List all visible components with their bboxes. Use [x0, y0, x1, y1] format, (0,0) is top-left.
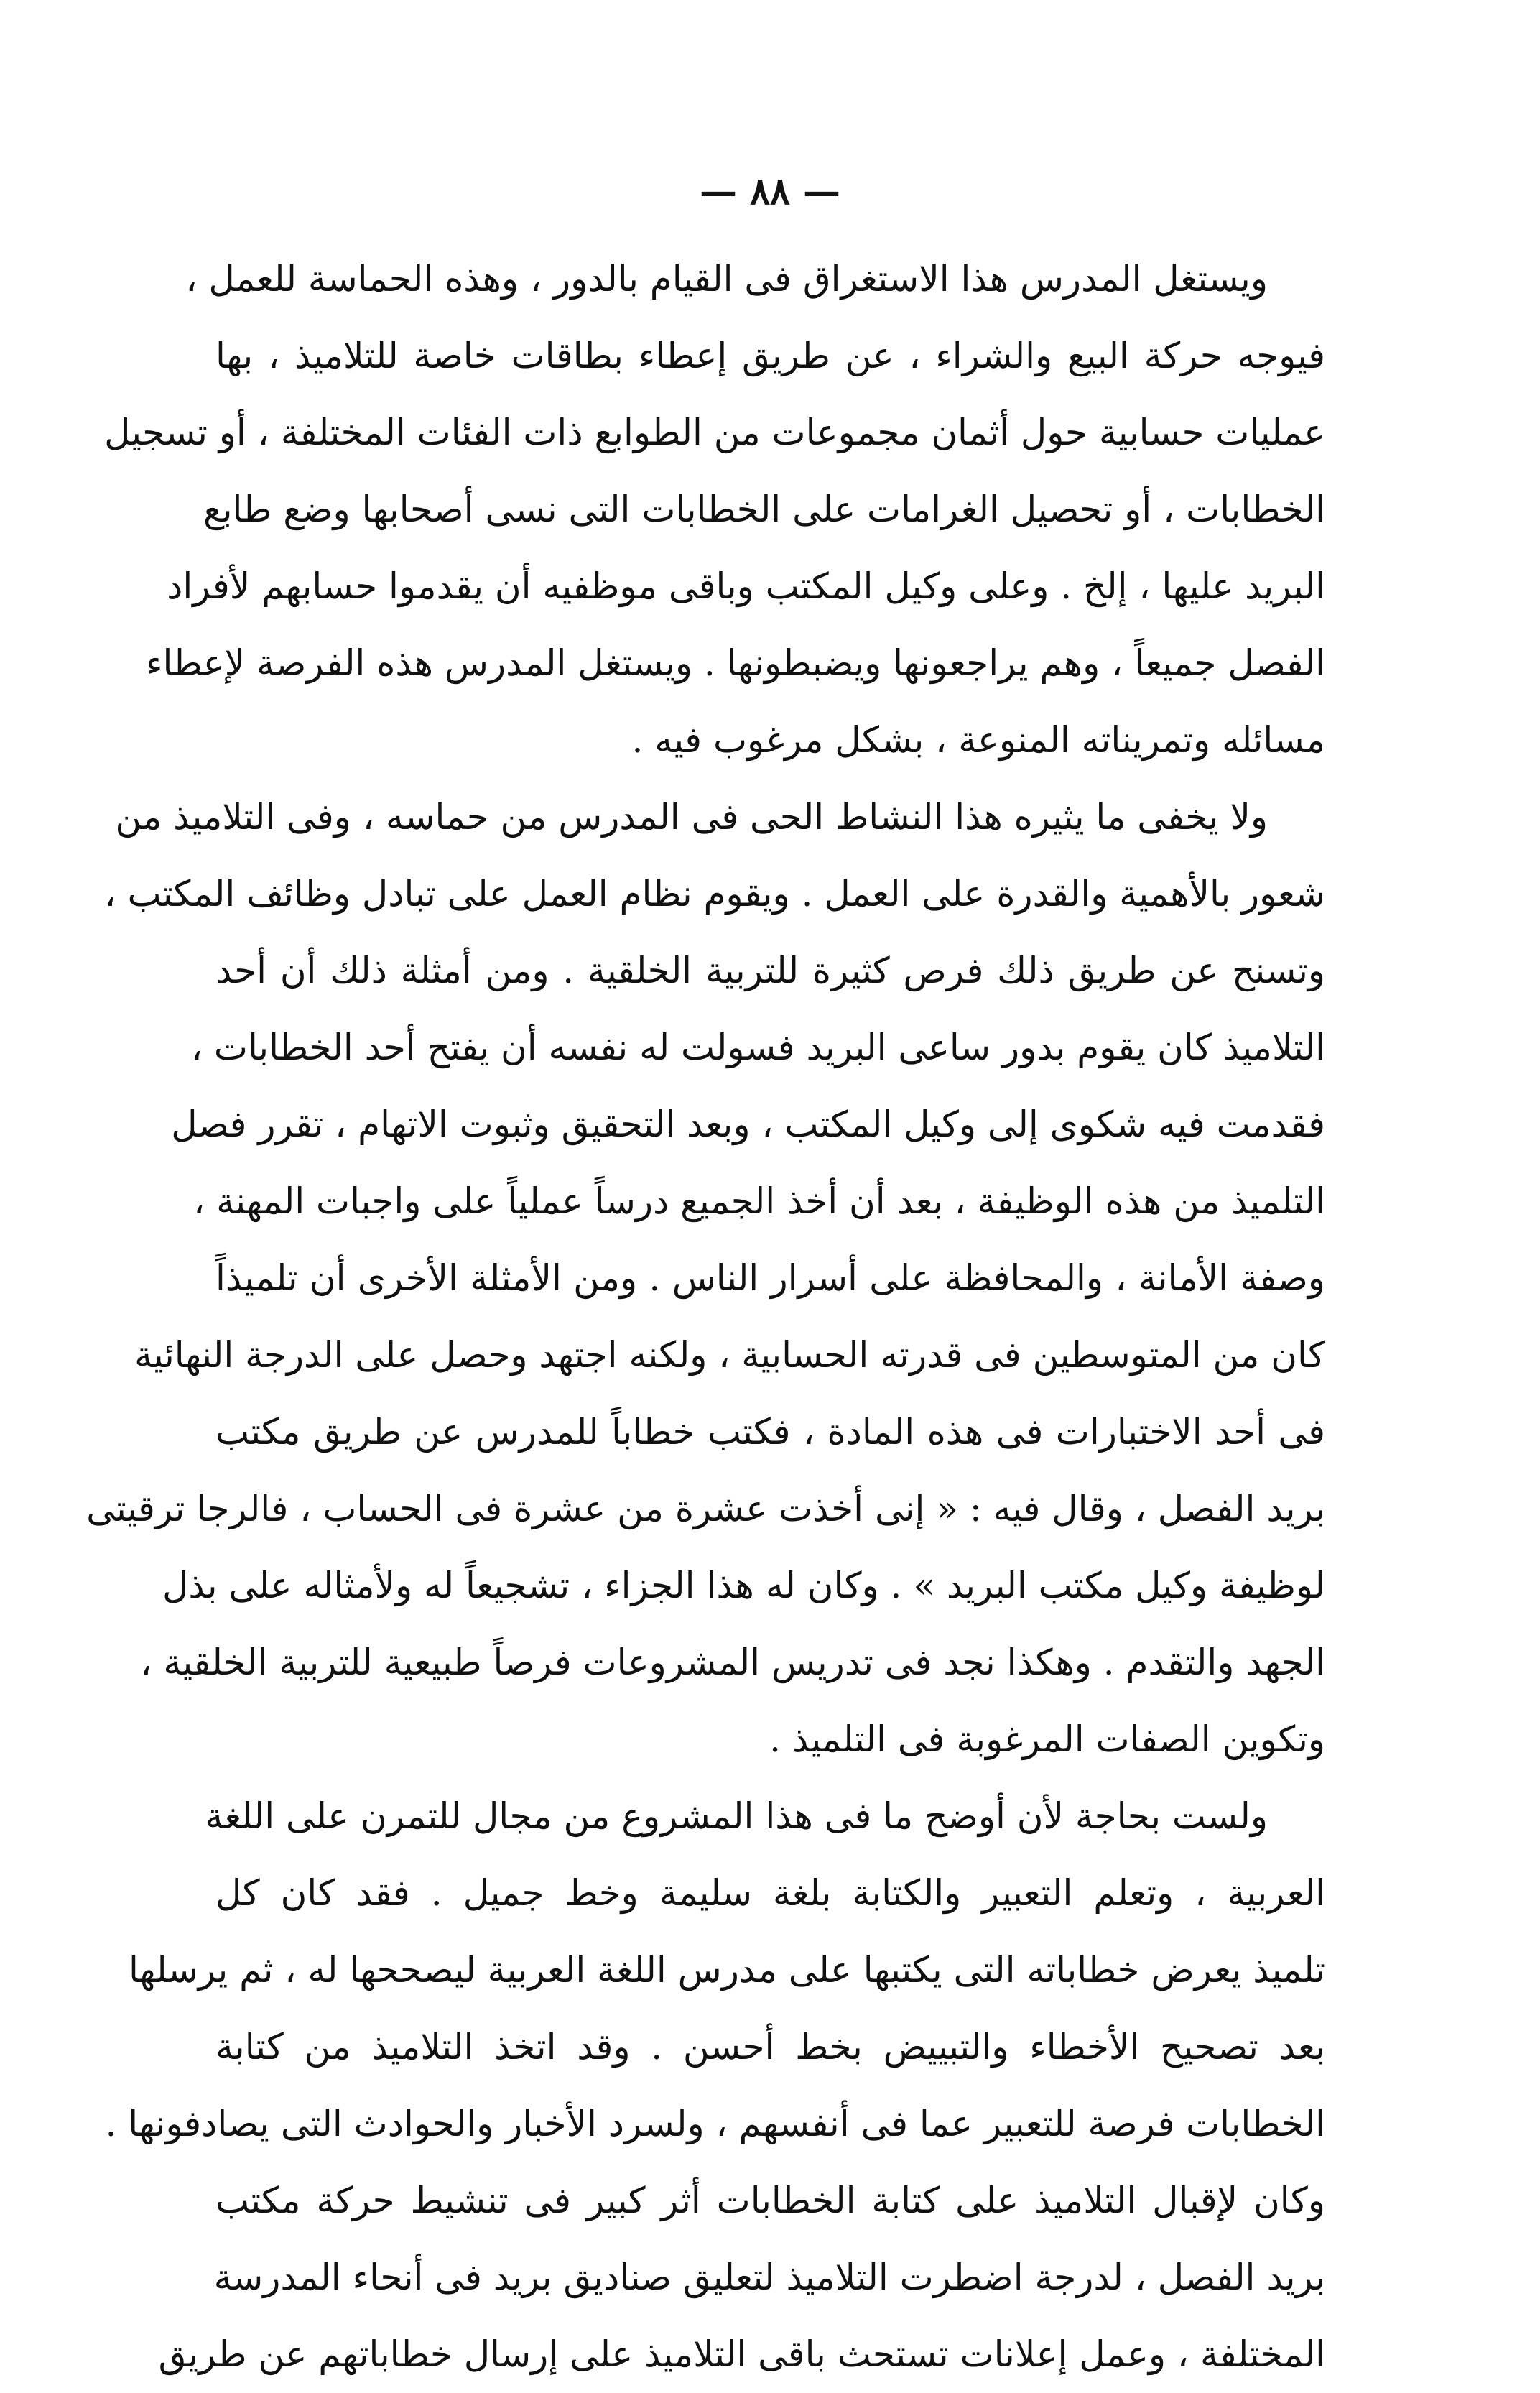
text-line: فقدمت فيه شكوى إلى وكيل المكتب ، وبعد التحقيق وثبوت الاتهام ، تقرر فصل — [171, 1103, 1325, 1145]
text-line: مسائله وتمريناته المنوعة ، بشكل مرغوب فيه . — [631, 719, 1325, 761]
text-line: ولست بحاجة لأن أوضح ما فى هذا المشروع من مجال للتمرن على اللغة — [205, 1795, 1268, 1837]
text-line: المختلفة ، وعمل إعلانات تستحث باقى التلاميذ على إرسال خطاباتهم عن طريق — [158, 2333, 1325, 2375]
text-line: بريد الفصل ، لدرجة اضطرت التلاميذ لتعليق صناديق بريد فى أنحاء المدرسة — [213, 2257, 1325, 2298]
text-line: بريد الفصل ، وقال فيه : « إنى أخذت عشرة من عشرة فى الحساب ، فالرجا ترقيتى — [86, 1488, 1325, 1529]
text-line: بعد تصحيح الأخطاء والتبييض بخط أحسن . وقد اتخذ التلاميذ من كتابة — [215, 2026, 1325, 2068]
text-line: عمليات حسابية حول أثمان مجموعات من الطوابع ذات الفئات المختلفة ، أو تسجيل — [104, 412, 1325, 453]
text-line: كان من المتوسطين فى قدرته الحسابية ، ولكنه اجتهد وحصل على الدرجة النهائية — [134, 1334, 1325, 1376]
text-line: وكان لإقبال التلاميذ على كتابة الخطابات أثر كبير فى تنشيط حركة مكتب — [215, 2180, 1325, 2221]
text-line: البريد عليها ، إلخ . وعلى وكيل المكتب وباقى موظفيه أن يقدموا حسابهم لأفراد — [167, 565, 1325, 607]
text-line: وصفة الأمانة ، والمحافظة على أسرار الناس . ومن الأمثلة الأخرى أن تلميذاً — [215, 1257, 1325, 1299]
text-line: التلميذ من هذه الوظيفة ، بعد أن أخذ الجميع درساً عملياً على واجبات المهنة ، — [193, 1180, 1325, 1222]
text-line: الخطابات فرصة للتعبير عما فى أنفسهم ، ولسرد الأخبار والحوادث التى يصادفونها . — [105, 2103, 1325, 2144]
text-line: شعور بالأهمية والقدرة على العمل . ويقوم نظام العمل على تبادل وظائف المكتب ، — [104, 873, 1325, 915]
text-line: الفصل جميعاً ، وهم يراجعونها ويضبطونها . ويستغل المدرس هذه الفرصة لإعطاء — [146, 642, 1325, 684]
page-number: — ٨٨ — — [699, 170, 841, 213]
text-line: فيوجه حركة البيع والشراء ، عن طريق إعطاء بطاقات خاصة للتلاميذ ، بها — [215, 335, 1325, 376]
text-line: العربية ، وتعلم التعبير والكتابة بلغة سليمة وخط جميل . فقد كان كل — [215, 1872, 1325, 1914]
text-line: وتكوين الصفات المرغوبة فى التلميذ . — [769, 1718, 1325, 1760]
text-line: ولا يخفى ما يثيره هذا النشاط الحى فى المدرس من حماسه ، وفى التلاميذ من — [115, 796, 1268, 838]
text-line: الجهد والتقدم . وهكذا نجد فى تدريس المشروعات فرصاً طبيعية للتربية الخلقية ، — [140, 1642, 1325, 1683]
text-line: الخطابات ، أو تحصيل الغرامات على الخطابات التى نسى أصحابها وضع طابع — [203, 489, 1325, 530]
text-line: التلاميذ كان يقوم بدور ساعى البريد فسولت له نفسه أن يفتح أحد الخطابات ، — [190, 1027, 1325, 1068]
text-line: تلميذ يعرض خطاباته التى يكتبها على مدرس اللغة العربية ليصححها له ، ثم يرسلها — [129, 1949, 1325, 1991]
body-text — [86, 241, 1325, 2393]
text-line: وتسنح عن طريق ذلك فرص كثيرة للتربية الخلقية . ومن أمثلة ذلك أن أحد — [215, 950, 1325, 991]
text-line: ويستغل المدرس هذا الاستغراق فى القيام بالدور ، وهذه الحماسة للعمل ، — [185, 258, 1268, 300]
text-line: فى أحد الاختبارات فى هذه المادة ، فكتب خطاباً للمدرس عن طريق مكتب — [215, 1411, 1325, 1453]
text-line: لوظيفة وكيل مكتب البريد » . وكان له هذا الجزاء ، تشجيعاً له ولأمثاله على بذل — [162, 1565, 1325, 1606]
